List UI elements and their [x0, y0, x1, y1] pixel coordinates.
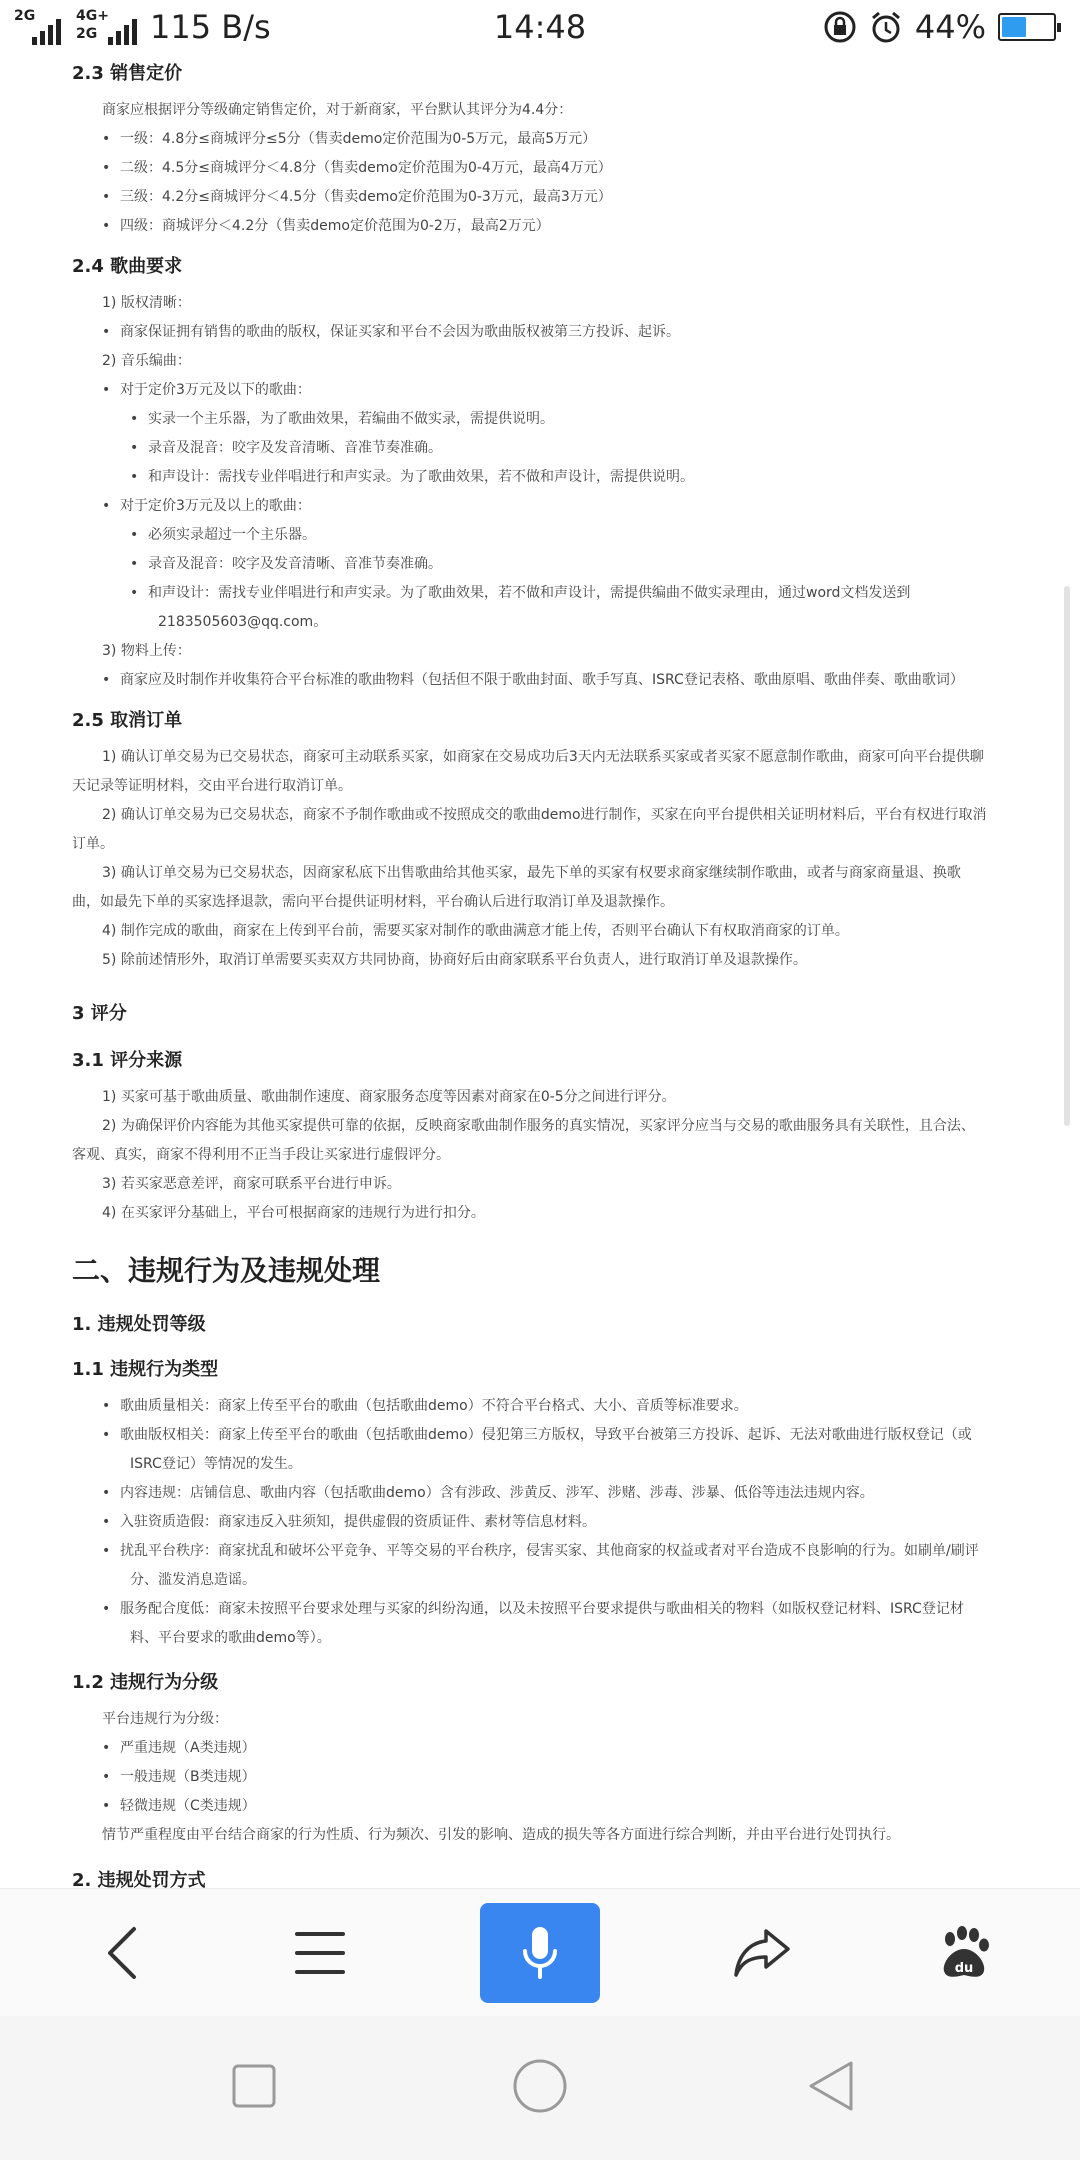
paragraph: 情节严重程度由平台结合商家的行为性质、行为频次、引发的影响、造成的损失等各方面进行综合判断，并由平台进行处罚执行。: [102, 1827, 900, 1843]
list-item: • 一般违规（B类违规）: [72, 1763, 1008, 1792]
list-item-continued: ISRC登记）等情况的发生。: [130, 1456, 302, 1472]
paragraph: 3) 物料上传：: [102, 643, 191, 659]
battery-icon: [998, 13, 1056, 41]
list-item: • 二级：4.5分≤商城评分＜4.8分（售卖demo定价范围为0-4万元，最高4万元）: [72, 154, 1008, 183]
status-bar: [0, 0, 1080, 56]
paragraph: 商家应根据评分等级确定销售定价，对于新商家，平台默认其评分为4.4分：: [102, 102, 573, 118]
scrollbar-thumb[interactable]: [1064, 586, 1070, 1126]
section-heading-2-3: 2.3 销售定价: [72, 63, 183, 84]
list-item: • 商家保证拥有销售的歌曲的版权，保证买家和平台不会因为歌曲版权被第三方投诉、起诉。: [72, 318, 1008, 347]
list-item: • 服务配合度低：商家未按照平台要求处理与买家的纠纷沟通，以及未按照平台要求提供与歌曲相关的物料（如版权登记材料、ISRC登记材: [72, 1595, 1008, 1624]
recents-button[interactable]: [214, 2046, 294, 2126]
microphone-icon: [520, 1923, 560, 1983]
sub-list-item: • 和声设计：需找专业伴唱进行和声实录。为了歌曲效果，若不做和声设计，需提供编曲不做实录理由，通过word文档发送到: [72, 579, 1008, 608]
alarm-icon: [869, 10, 903, 44]
system-navigation-bar: [0, 2016, 1080, 2160]
paragraph: 4) 在买家评分基础上，平台可根据商家的违规行为进行扣分。: [102, 1205, 485, 1221]
paragraph: 3) 若买家恶意差评，商家可联系平台进行申诉。: [102, 1176, 401, 1192]
section-heading-1-2: 1.2 违规行为分级: [72, 1672, 219, 1693]
list-item: • 入驻资质造假：商家违反入驻须知，提供虚假的资质证件、素材等信息材料。: [72, 1508, 1008, 1537]
sub-list-item: • 必须实录超过一个主乐器。: [72, 521, 1008, 550]
section-heading-3: 3 评分: [72, 1003, 127, 1024]
paragraph-continued: 客观、真实，商家不得利用不正当手段让买家进行虚假评分。: [72, 1147, 450, 1163]
list-item: • 四级：商城评分＜4.2分（售卖demo定价范围为0-2万，最高2万元）: [72, 212, 1008, 241]
list-item-continued: 分、滥发消息造谣。: [130, 1572, 256, 1588]
list-item: • 轻微违规（C类违规）: [72, 1792, 1008, 1821]
sub-list-item: • 实录一个主乐器，为了歌曲效果，若编曲不做实录，需提供说明。: [72, 405, 1008, 434]
rotation-lock-icon: [823, 10, 857, 44]
list-item: • 一级：4.8分≤商城评分≤5分（售卖demo定价范围为0-5万元，最高5万元）: [72, 125, 1008, 154]
network-speed: 115 B/s: [150, 8, 271, 46]
paragraph-continued: 曲，如最先下单的买家选择退款，需向平台提供证明材料，平台确认后进行取消订单及退款操作。: [72, 894, 674, 910]
paragraph: 4) 制作完成的歌曲，商家在上传到平台前，需要买家对制作的歌曲满意才能上传，否则平台确认下有权取消商家的订单。: [102, 923, 849, 939]
network-type-label: 2G: [14, 8, 36, 24]
part-heading: 二、违规行为及违规处理: [72, 1254, 381, 1287]
paragraph: 3) 确认订单交易为已交易状态，因商家私底下出售歌曲给其他买家，最先下单的买家有权要求商家继续制作歌曲，或者与商家商量退、换歌: [102, 865, 961, 881]
menu-button[interactable]: [260, 1903, 380, 2003]
list-item: • 歌曲版权相关：商家上传至平台的歌曲（包括歌曲demo）侵犯第三方版权，导致平台被第三方投诉、起诉、无法对歌曲进行版权登记（或: [72, 1421, 1008, 1450]
list-item: • 三级：4.2分≤商城评分＜4.5分（售卖demo定价范围为0-3万元，最高3万元）: [72, 183, 1008, 212]
triangle-back-icon: [803, 2057, 857, 2115]
paragraph: 1) 版权清晰：: [102, 295, 191, 311]
paragraph-continued: 订单。: [72, 836, 114, 852]
list-item: • 严重违规（A类违规）: [72, 1734, 1008, 1763]
paragraph: 平台违规行为分级：: [102, 1711, 228, 1727]
section-heading-1-1: 1.1 违规行为类型: [72, 1359, 219, 1380]
list-item: • 内容违规：店铺信息、歌曲内容（包括歌曲demo）含有涉政、涉黄反、涉军、涉赌、涉毒、涉暴、低俗等违法违规内容。: [72, 1479, 1008, 1508]
baidu-text: du: [954, 1961, 974, 1976]
back-button[interactable]: [62, 1903, 182, 2003]
baidu-button[interactable]: [904, 1903, 1024, 2003]
paragraph: 2) 为确保评价内容能为其他买家提供可靠的依据，反映商家歌曲制作服务的真实情况，买家评分应当与交易的歌曲服务具有关联性，且合法、: [102, 1118, 975, 1134]
paragraph: 2) 音乐编曲：: [102, 353, 191, 369]
baidu-paw-icon: [936, 1925, 992, 1981]
section-heading-2: 2. 违规处罚方式: [72, 1870, 206, 1888]
paragraph: 5) 除前述情形外，取消订单需要买卖双方共同协商，协商好后由商家联系平台负责人，进行取消订单及退款操作。: [102, 952, 807, 968]
voice-search-button[interactable]: [480, 1903, 600, 2003]
clock: 14:48: [493, 8, 587, 46]
paragraph-continued: 天记录等证明材料，交由平台进行取消订单。: [72, 778, 352, 794]
list-item: • 歌曲质量相关：商家上传至平台的歌曲（包括歌曲demo）不符合平台格式、大小、音质等标准要求。: [72, 1392, 1008, 1421]
share-icon: [732, 1927, 792, 1979]
list-item: • 对于定价3万元及以下的歌曲：: [72, 376, 1008, 405]
bottom-toolbar: [0, 1888, 1080, 2016]
battery-fill: [1002, 17, 1026, 37]
sub-list-item: • 和声设计：需找专业伴唱进行和声实录。为了歌曲效果，若不做和声设计，需提供说明。: [72, 463, 1008, 492]
home-button[interactable]: [500, 2046, 580, 2126]
system-back-button[interactable]: [790, 2046, 870, 2126]
list-item-continued: 料、平台要求的歌曲demo等）。: [130, 1630, 331, 1646]
section-heading-2-4: 2.4 歌曲要求: [72, 256, 183, 277]
battery-percent: 44%: [914, 8, 986, 46]
list-item: • 扰乱平台秩序：商家扰乱和破坏公平竞争、平等交易的平台秩序，侵害买家、其他商家的权益或者对平台造成不良影响的行为。如刷单/刷评: [72, 1537, 1008, 1566]
list-item: • 商家应及时制作并收集符合平台标准的歌曲物料（包括但不限于歌曲封面、歌手写真、ISRC登记表格、歌曲原唱、歌曲伴奏、歌曲歌词）: [72, 666, 1008, 695]
section-heading-1: 1. 违规处罚等级: [72, 1314, 206, 1335]
section-heading-2-5: 2.5 取消订单: [72, 710, 183, 731]
sub-list-item: • 录音及混音：咬字及发音清晰、音准节奏准确。: [72, 434, 1008, 463]
status-right: [823, 8, 1056, 46]
network-type-label-top: 4G+: [76, 8, 109, 24]
paragraph: 2) 确认订单交易为已交易状态，商家不予制作歌曲或不按照成交的歌曲demo进行制作，买家在向平台提供相关证明材料后，平台有权进行取消: [102, 807, 987, 823]
sub-list-item-continued: 2183505603@qq.com。: [158, 614, 328, 630]
menu-icon: [295, 1928, 345, 1978]
paragraph: 1) 确认订单交易为已交易状态，商家可主动联系买家，如商家在交易成功后3天内无法联系买家或者买家不愿意制作歌曲，商家可向平台提供聊: [102, 749, 984, 765]
square-icon: [229, 2061, 279, 2111]
share-button[interactable]: [702, 1903, 822, 2003]
document-view[interactable]: [0, 58, 1080, 1888]
document-content: [0, 58, 1080, 1888]
section-heading-3-1: 3.1 评分来源: [72, 1050, 183, 1071]
back-arrow-icon: [100, 1923, 144, 1983]
list-item: • 对于定价3万元及以上的歌曲：: [72, 492, 1008, 521]
circle-icon: [510, 2056, 570, 2116]
paragraph: 1) 买家可基于歌曲质量、歌曲制作速度、商家服务态度等因素对商家在0-5分之间进行评分。: [102, 1089, 676, 1105]
network-type-label-bottom: 2G: [76, 26, 98, 42]
sub-list-item: • 录音及混音：咬字及发音清晰、音准节奏准确。: [72, 550, 1008, 579]
